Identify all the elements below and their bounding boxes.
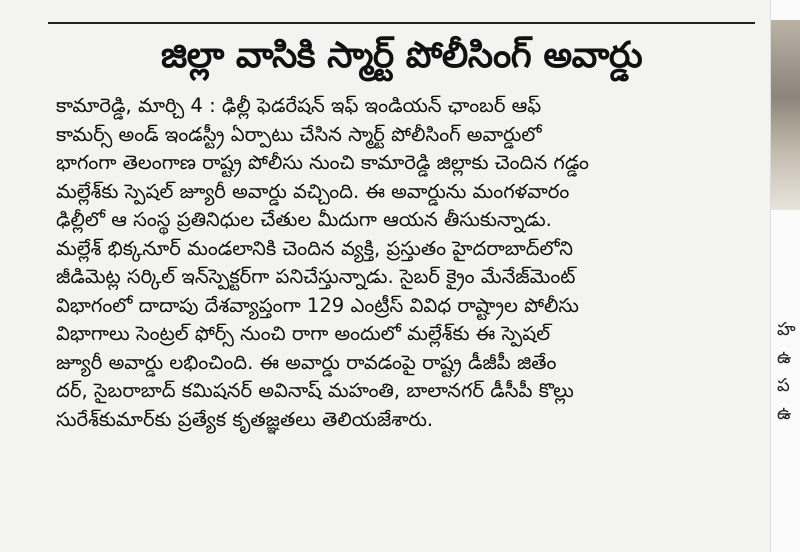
previous-article-fragment [0, 0, 760, 12]
article-headline: జిల్లా వాసికి స్మార్ట్ పోలీసింగ్ అవార్డు [160, 35, 643, 76]
article-line: కామర్స్ అండ్ ఇండస్ట్రీ ఏర్పాటు చేసిన స్మార్ట్ పోలీసింగ్ అవార్డులో [56, 122, 542, 146]
adjacent-text-fragments [777, 316, 800, 428]
adjacent-fragment: ఉ [777, 347, 792, 368]
adjacent-fragment: ఉ [777, 403, 792, 424]
adjacent-fragment: ప [777, 375, 790, 396]
article-line: మల్లేశ్‌కు స్పెషల్ జ్యూరీ అవార్డు వచ్చింది. ఈ అవార్డును మంగళవారం [56, 179, 570, 203]
adjacent-photo [771, 20, 800, 210]
article-line: సురేశ్‌కుమార్‌కు ప్రత్యేక కృతజ్ఞతలు తెలియజేశారు. [56, 407, 434, 431]
article-line: విభాగాలు సెంట్రల్ ఫోర్స్ నుంచి రాగా అందులో మల్లేశ్‌కు ఈ స్పెషల్ [56, 322, 551, 345]
divider [48, 22, 755, 24]
article-body [56, 92, 746, 548]
article-line: జీడిమెట్ల సర్కిల్ ఇన్‌స్పెక్టర్‌గా పనిచేస్తున్నాడు. సైబర్ క్రైం మేనేజ్‌మెంట్ [56, 265, 576, 288]
article-line: భాగంగా తెలంగాణ రాష్ట్ర పోలీసు నుంచి కామారెడ్డి జిల్లాకు చెందిన గడ్డం [56, 151, 589, 174]
article-line: విభాగంలో దాదాపు దేశవ్యాప్తంగా 129 ఎంట్రీస్ వివిధ రాష్ట్రాల పోలీసు [56, 293, 579, 317]
article-line: మల్లేశ్ భిక్కనూర్ మండలానికి చెందిన వ్యక్తి, ప్రస్తుతం హైదరాబాద్‌లోని [56, 236, 573, 260]
article-line: కామారెడ్డి, మార్చి 4 : ఢిల్లీ ఫెడరేషన్ ఇఫ్ ఇండియన్ ఛాంబర్ ఆఫ్ [56, 94, 542, 117]
adjacent-fragment: హ [777, 319, 796, 340]
article-line: ఢిల్లీలో ఆ సంస్థ ప్రతినిధుల చేతుల మీదుగా ఆయన తీసుకున్నాడు. [56, 208, 552, 231]
article-line: జ్యూరీ అవార్డు లభించింది. ఈ అవార్డు రావడంపై రాష్ట్ర డీజీపీ జితేం [56, 350, 557, 374]
article-line: దర్, సైబరాబాద్ కమిషనర్ అవినాష్ మహంతి, బాలానగర్ డీసీపీ కొల్లు [56, 379, 574, 402]
adjacent-column [770, 0, 800, 552]
